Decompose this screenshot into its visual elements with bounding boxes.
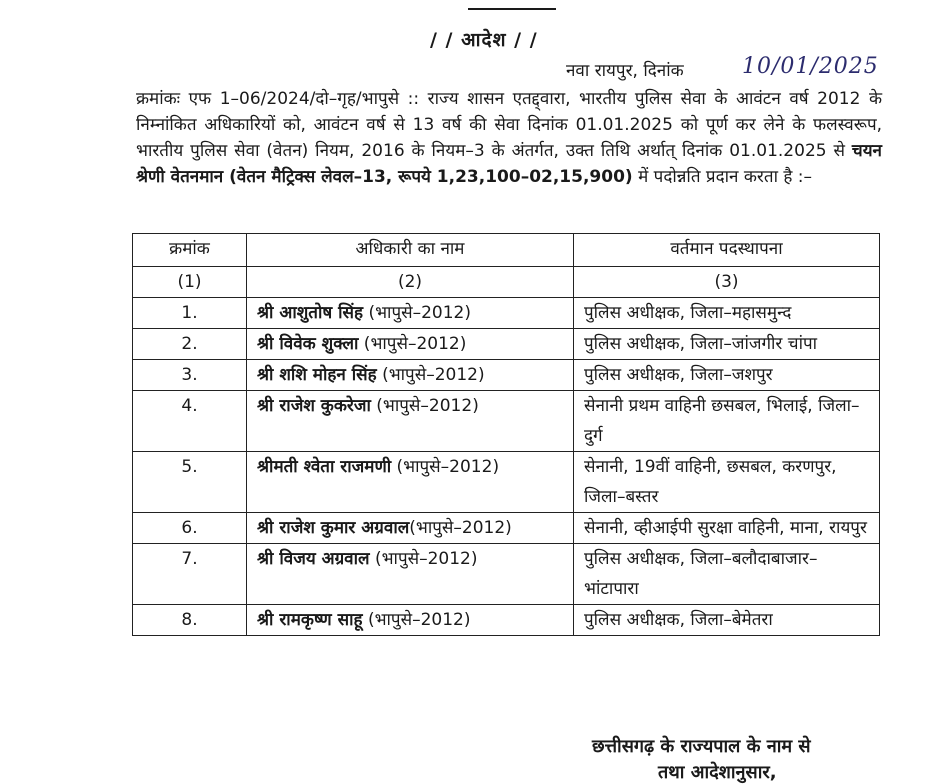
- row-serial: 2.: [133, 329, 247, 360]
- row-serial: 4.: [133, 391, 247, 452]
- row-officer: [247, 360, 574, 391]
- officer-batch: (भापुसे–2012): [358, 334, 467, 354]
- officers-table: [132, 233, 880, 636]
- index-2: (2): [247, 267, 574, 298]
- officer-name: श्री शशि मोहन सिंह: [257, 365, 377, 385]
- order-paragraph: [136, 86, 882, 190]
- officer-batch: (भापुसे–2012): [370, 396, 479, 416]
- row-serial: 3.: [133, 360, 247, 391]
- signature-line-1: छत्तीसगढ़ के राज्यपाल के नाम से: [592, 736, 811, 757]
- table-index-row: [133, 267, 880, 298]
- table-row: [133, 513, 880, 544]
- row-officer: [247, 513, 574, 544]
- row-posting: सेनानी प्रथम वाहिनी छसबल, भिलाई, जिला–दुर्ग: [574, 391, 880, 452]
- officer-name: श्रीमती श्वेता राजमणी: [257, 457, 392, 477]
- row-serial: 6.: [133, 513, 247, 544]
- header-officer-name: अधिकारी का नाम: [247, 234, 574, 267]
- row-serial: 8.: [133, 605, 247, 636]
- row-posting: पुलिस अधीक्षक, जिला–बलौदाबाजार–भांटापारा: [574, 544, 880, 605]
- table-header-row: [133, 234, 880, 267]
- officer-name: श्री राजेश कुमार अग्रवाल: [257, 518, 410, 538]
- row-posting: पुलिस अधीक्षक, जिला–जांजगीर चांपा: [574, 329, 880, 360]
- officer-batch: (भापुसे–2012): [409, 518, 512, 538]
- row-officer: [247, 298, 574, 329]
- officer-name: श्री राजेश कुकरेजा: [257, 396, 371, 416]
- officer-name: श्री विवेक शुक्ला: [257, 334, 359, 354]
- header-current-posting: वर्तमान पदस्थापना: [574, 234, 880, 267]
- row-posting: पुलिस अधीक्षक, जिला–बेमेतरा: [574, 605, 880, 636]
- row-officer: [247, 452, 574, 513]
- row-officer: [247, 605, 574, 636]
- row-serial: 7.: [133, 544, 247, 605]
- table-row: [133, 452, 880, 513]
- table-row: [133, 391, 880, 452]
- table-row: [133, 605, 880, 636]
- order-scale-bold: चयन श्रेणी वेतनमान (वेतन मैट्रिक्स लेवल–13, रूपये 1,23,100–02,15,900): [136, 141, 882, 187]
- row-posting: सेनानी, व्हीआईपी सुरक्षा वाहिनी, माना, रायपुर: [574, 513, 880, 544]
- index-1: (1): [133, 267, 247, 298]
- place-date-label: नवा रायपुर, दिनांक: [566, 61, 684, 81]
- officer-batch: (भापुसे–2012): [363, 303, 471, 323]
- row-posting: सेनानी, 19वीं वाहिनी, छसबल, करणपुर, जिला–बस्तर: [574, 452, 880, 513]
- officer-batch: (भापुसे–2012): [376, 365, 485, 385]
- officer-name: श्री विजय अग्रवाल: [257, 549, 370, 569]
- header-serial: क्रमांक: [133, 234, 247, 267]
- index-3: (3): [574, 267, 880, 298]
- order-reference: क्रमांकः एफ 1–06/2024/दो–गृह/भापुसे ::: [136, 89, 428, 109]
- table-row: [133, 298, 880, 329]
- officer-name: श्री आशुतोष सिंह: [257, 303, 364, 323]
- row-officer: [247, 391, 574, 452]
- table-row: [133, 544, 880, 605]
- officer-batch: (भापुसे–2012): [391, 457, 500, 477]
- top-rule: [468, 8, 556, 10]
- row-serial: 1.: [133, 298, 247, 329]
- officer-batch: (भापुसे–2012): [369, 549, 478, 569]
- row-posting: पुलिस अधीक्षक, जिला–महासमुन्द: [574, 298, 880, 329]
- handwritten-date: 10/01/2025: [742, 54, 879, 79]
- order-text-2: में पदोन्नति प्रदान करता है :–: [632, 167, 813, 187]
- signature-line-2: तथा आदेशानुसार,: [658, 762, 777, 783]
- row-officer: [247, 329, 574, 360]
- table-row: [133, 329, 880, 360]
- officer-name: श्री रामकृष्ण साहू: [257, 610, 363, 630]
- officer-batch: (भापुसे–2012): [362, 610, 471, 630]
- table-row: [133, 360, 880, 391]
- order-text-1: राज्य शासन एतद्द्वारा, भारतीय पुलिस सेवा के आवंटन वर्ष 2012 के निम्नांकित अधिकारियों को, आवंटन वर्ष से 13 वर्ष की सेवा दिनांक 01.01.2025 को पूर्ण कर लेने के फलस्वरूप, भारतीय पुलिस सेवा (वेतन) नियम, 2016 के नियम–3 के अंतर्गत, उक्त तिथि अर्थात् दिनांक 01.01.2025 से: [136, 89, 883, 161]
- row-serial: 5.: [133, 452, 247, 513]
- order-heading: / / आदेश / /: [430, 29, 538, 51]
- row-posting: पुलिस अधीक्षक, जिला–जशपुर: [574, 360, 880, 391]
- row-officer: [247, 544, 574, 605]
